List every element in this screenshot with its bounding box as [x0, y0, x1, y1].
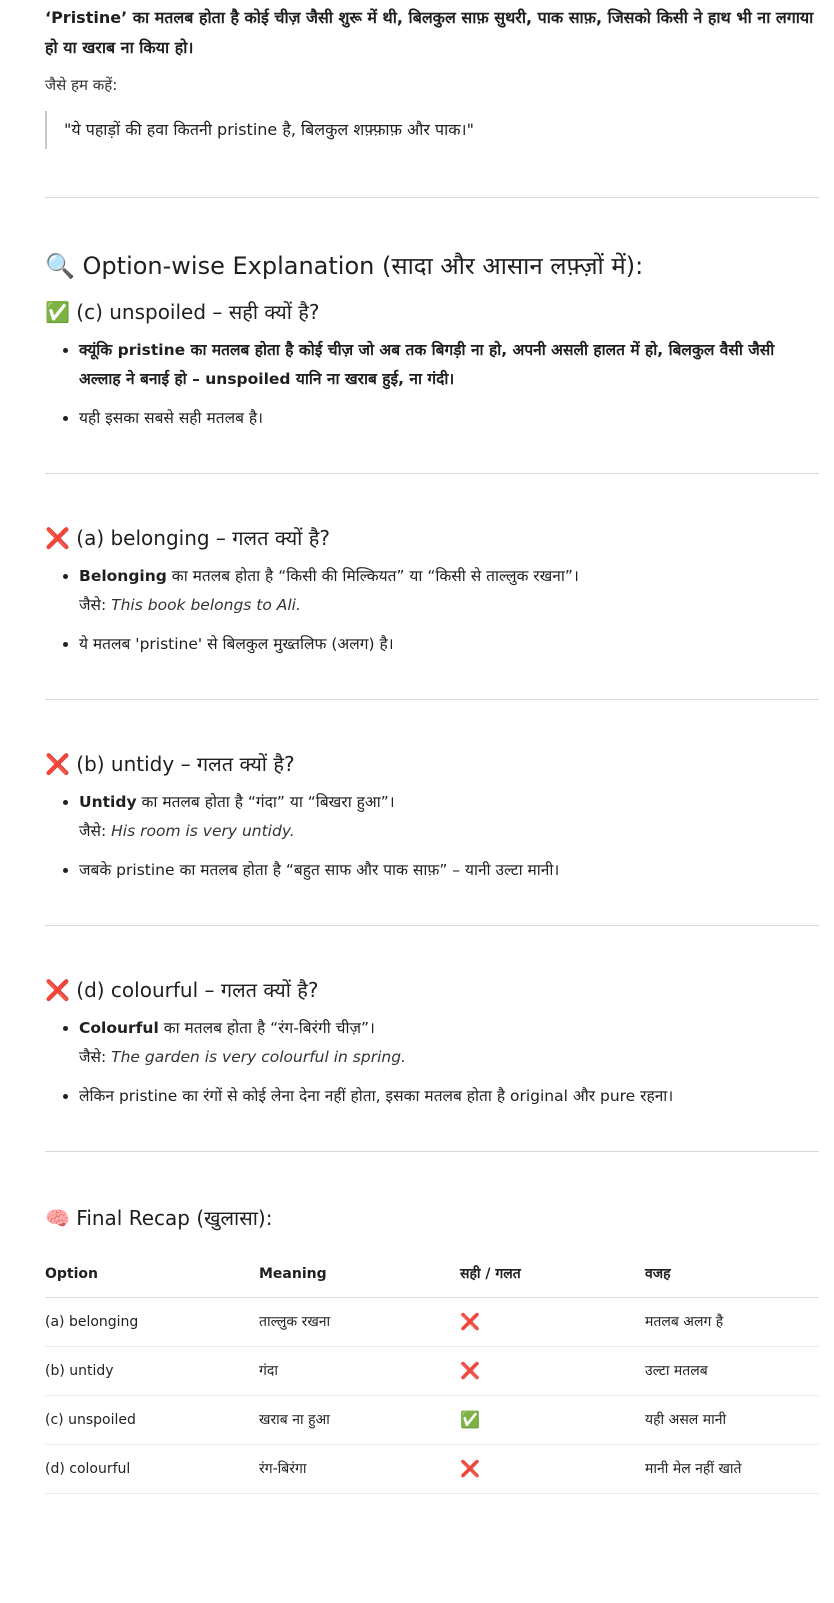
example-sentence: The garden is very colourful in spring. — [111, 1048, 406, 1066]
example-label: जैसे: — [79, 596, 112, 614]
check-mark-icon: ✅ — [45, 300, 70, 324]
table-row — [45, 1347, 819, 1396]
list-item-text: का मतलब होता है “किसी की मिल्कियत” या “किसी से ताल्लुक रखना”। — [166, 567, 579, 585]
list-item — [79, 404, 819, 433]
section-title — [45, 976, 819, 1004]
list-item-text: का मतलब होता है “रंग-बिरंगी चीज़”। — [158, 1019, 375, 1037]
list-item — [79, 1014, 819, 1072]
table-header-row — [45, 1252, 819, 1298]
cross-mark-icon: ❌ — [45, 752, 70, 776]
bullet-list — [45, 1014, 819, 1111]
magnifier-icon: 🔍 — [45, 252, 75, 280]
answer-document — [0, 3, 819, 1494]
option-cell: (d) colourful — [45, 1445, 259, 1494]
list-item-text: क्यूंकि pristine का मतलब होता है कोई चीज़ जो अब तक बिगड़ी ना हो, अपनी असली हालत में हो, बिलकुल वैसी जैसी अल्लाह ने बनाई हो – unspoiled यानि ना खराब हुई, ना गंदी। — [79, 341, 775, 388]
term: Colourful — [79, 1019, 159, 1037]
column-header-reason: वजह — [645, 1252, 819, 1298]
term: Untidy — [79, 793, 137, 811]
list-item-text: ये मतलब 'pristine' से बिलकुल मुख्तलिफ (अलग) है। — [79, 635, 394, 653]
table-row — [45, 1298, 819, 1347]
section-title — [45, 750, 819, 778]
column-header-meaning: Meaning — [259, 1252, 460, 1298]
divider — [45, 473, 819, 474]
example-label: जैसे: — [79, 1048, 112, 1066]
bullet-list — [45, 336, 819, 433]
recap-heading — [45, 1204, 819, 1232]
table-row — [45, 1445, 819, 1494]
reason-cell: उल्टा मतलब — [645, 1347, 819, 1396]
cross-mark-icon: ❌ — [460, 1445, 645, 1494]
meaning-cell: खराब ना हुआ — [259, 1396, 460, 1445]
bullet-list — [45, 562, 819, 659]
list-item-text: जबके pristine का मतलब होता है “बहुत साफ और पाक साफ़” – यानी उल्टा मानी। — [79, 861, 560, 879]
explanation-heading — [45, 250, 819, 282]
column-header-option: Option — [45, 1252, 259, 1298]
example-sentence: His room is very untidy. — [111, 822, 295, 840]
cross-mark-icon: ❌ — [460, 1298, 645, 1347]
recap-heading-text: Final Recap (खुलासा): — [76, 1206, 273, 1230]
check-mark-icon: ✅ — [460, 1396, 645, 1445]
brain-icon: 🧠 — [45, 1206, 70, 1230]
divider — [45, 699, 819, 700]
reason-cell: मानी मेल नहीं खाते — [645, 1445, 819, 1494]
list-item — [79, 1082, 819, 1111]
column-header-verdict: सही / गलत — [460, 1252, 645, 1298]
option-cell: (a) belonging — [45, 1298, 259, 1347]
cross-mark-icon: ❌ — [45, 978, 70, 1002]
section-title — [45, 524, 819, 552]
bullet-list — [45, 788, 819, 885]
list-item — [79, 856, 819, 885]
meaning-cell: गंदा — [259, 1347, 460, 1396]
list-item-text: लेकिन pristine का रंगों से कोई लेना देना नहीं होता, इसका मतलब होता है original और pure रहना। — [79, 1087, 674, 1105]
table-row — [45, 1396, 819, 1445]
section-untidy — [45, 750, 819, 885]
section-title-text: (c) unspoiled – सही क्यों है? — [76, 300, 320, 324]
section-title-text: (b) untidy – गलत क्यों है? — [76, 752, 295, 776]
option-cell: (c) unspoiled — [45, 1396, 259, 1445]
section-unspoiled — [45, 298, 819, 433]
divider — [45, 1151, 819, 1152]
divider — [45, 197, 819, 198]
meaning-cell: ताल्लुक रखना — [259, 1298, 460, 1347]
section-belonging — [45, 524, 819, 659]
example-sentence: This book belongs to Ali. — [111, 596, 301, 614]
section-colourful — [45, 976, 819, 1111]
section-title-text: (a) belonging – गलत क्यों है? — [76, 526, 330, 550]
divider — [45, 925, 819, 926]
cross-mark-icon: ❌ — [45, 526, 70, 550]
term: Belonging — [79, 567, 167, 585]
list-item — [79, 562, 819, 620]
list-item-text: का मतलब होता है “गंदा” या “बिखरा हुआ”। — [136, 793, 395, 811]
option-cell: (b) untidy — [45, 1347, 259, 1396]
cross-mark-icon: ❌ — [460, 1347, 645, 1396]
list-item — [79, 630, 819, 659]
section-title-text: (d) colourful – गलत क्यों है? — [76, 978, 319, 1002]
definition-paragraph: ‘Pristine’ का मतलब होता है कोई चीज़ जैसी शुरू में थी, बिलकुल साफ़ सुथरी, पाक साफ़, जिसको किसी ने हाथ भी ना लगाया हो या खराब ना किया हो। — [45, 8, 814, 57]
list-item — [79, 336, 819, 394]
recap-table — [45, 1252, 819, 1494]
reason-cell: मतलब अलग है — [645, 1298, 819, 1347]
section-title — [45, 298, 819, 326]
explanation-heading-text: Option-wise Explanation (सादा और आसान लफ़्ज़ों में): — [82, 252, 644, 280]
example-quote: "ये पहाड़ों की हवा कितनी pristine है, बिलकुल शफ़्फ़ाफ़ और पाक।" — [45, 111, 819, 149]
list-item — [79, 788, 819, 846]
reason-cell: यही असल मानी — [645, 1396, 819, 1445]
list-item-text: यही इसका सबसे सही मतलब है। — [79, 409, 263, 427]
meaning-cell: रंग-बिरंगा — [259, 1445, 460, 1494]
example-label: जैसे: — [79, 822, 112, 840]
example-intro: जैसे हम कहें: — [45, 76, 118, 94]
